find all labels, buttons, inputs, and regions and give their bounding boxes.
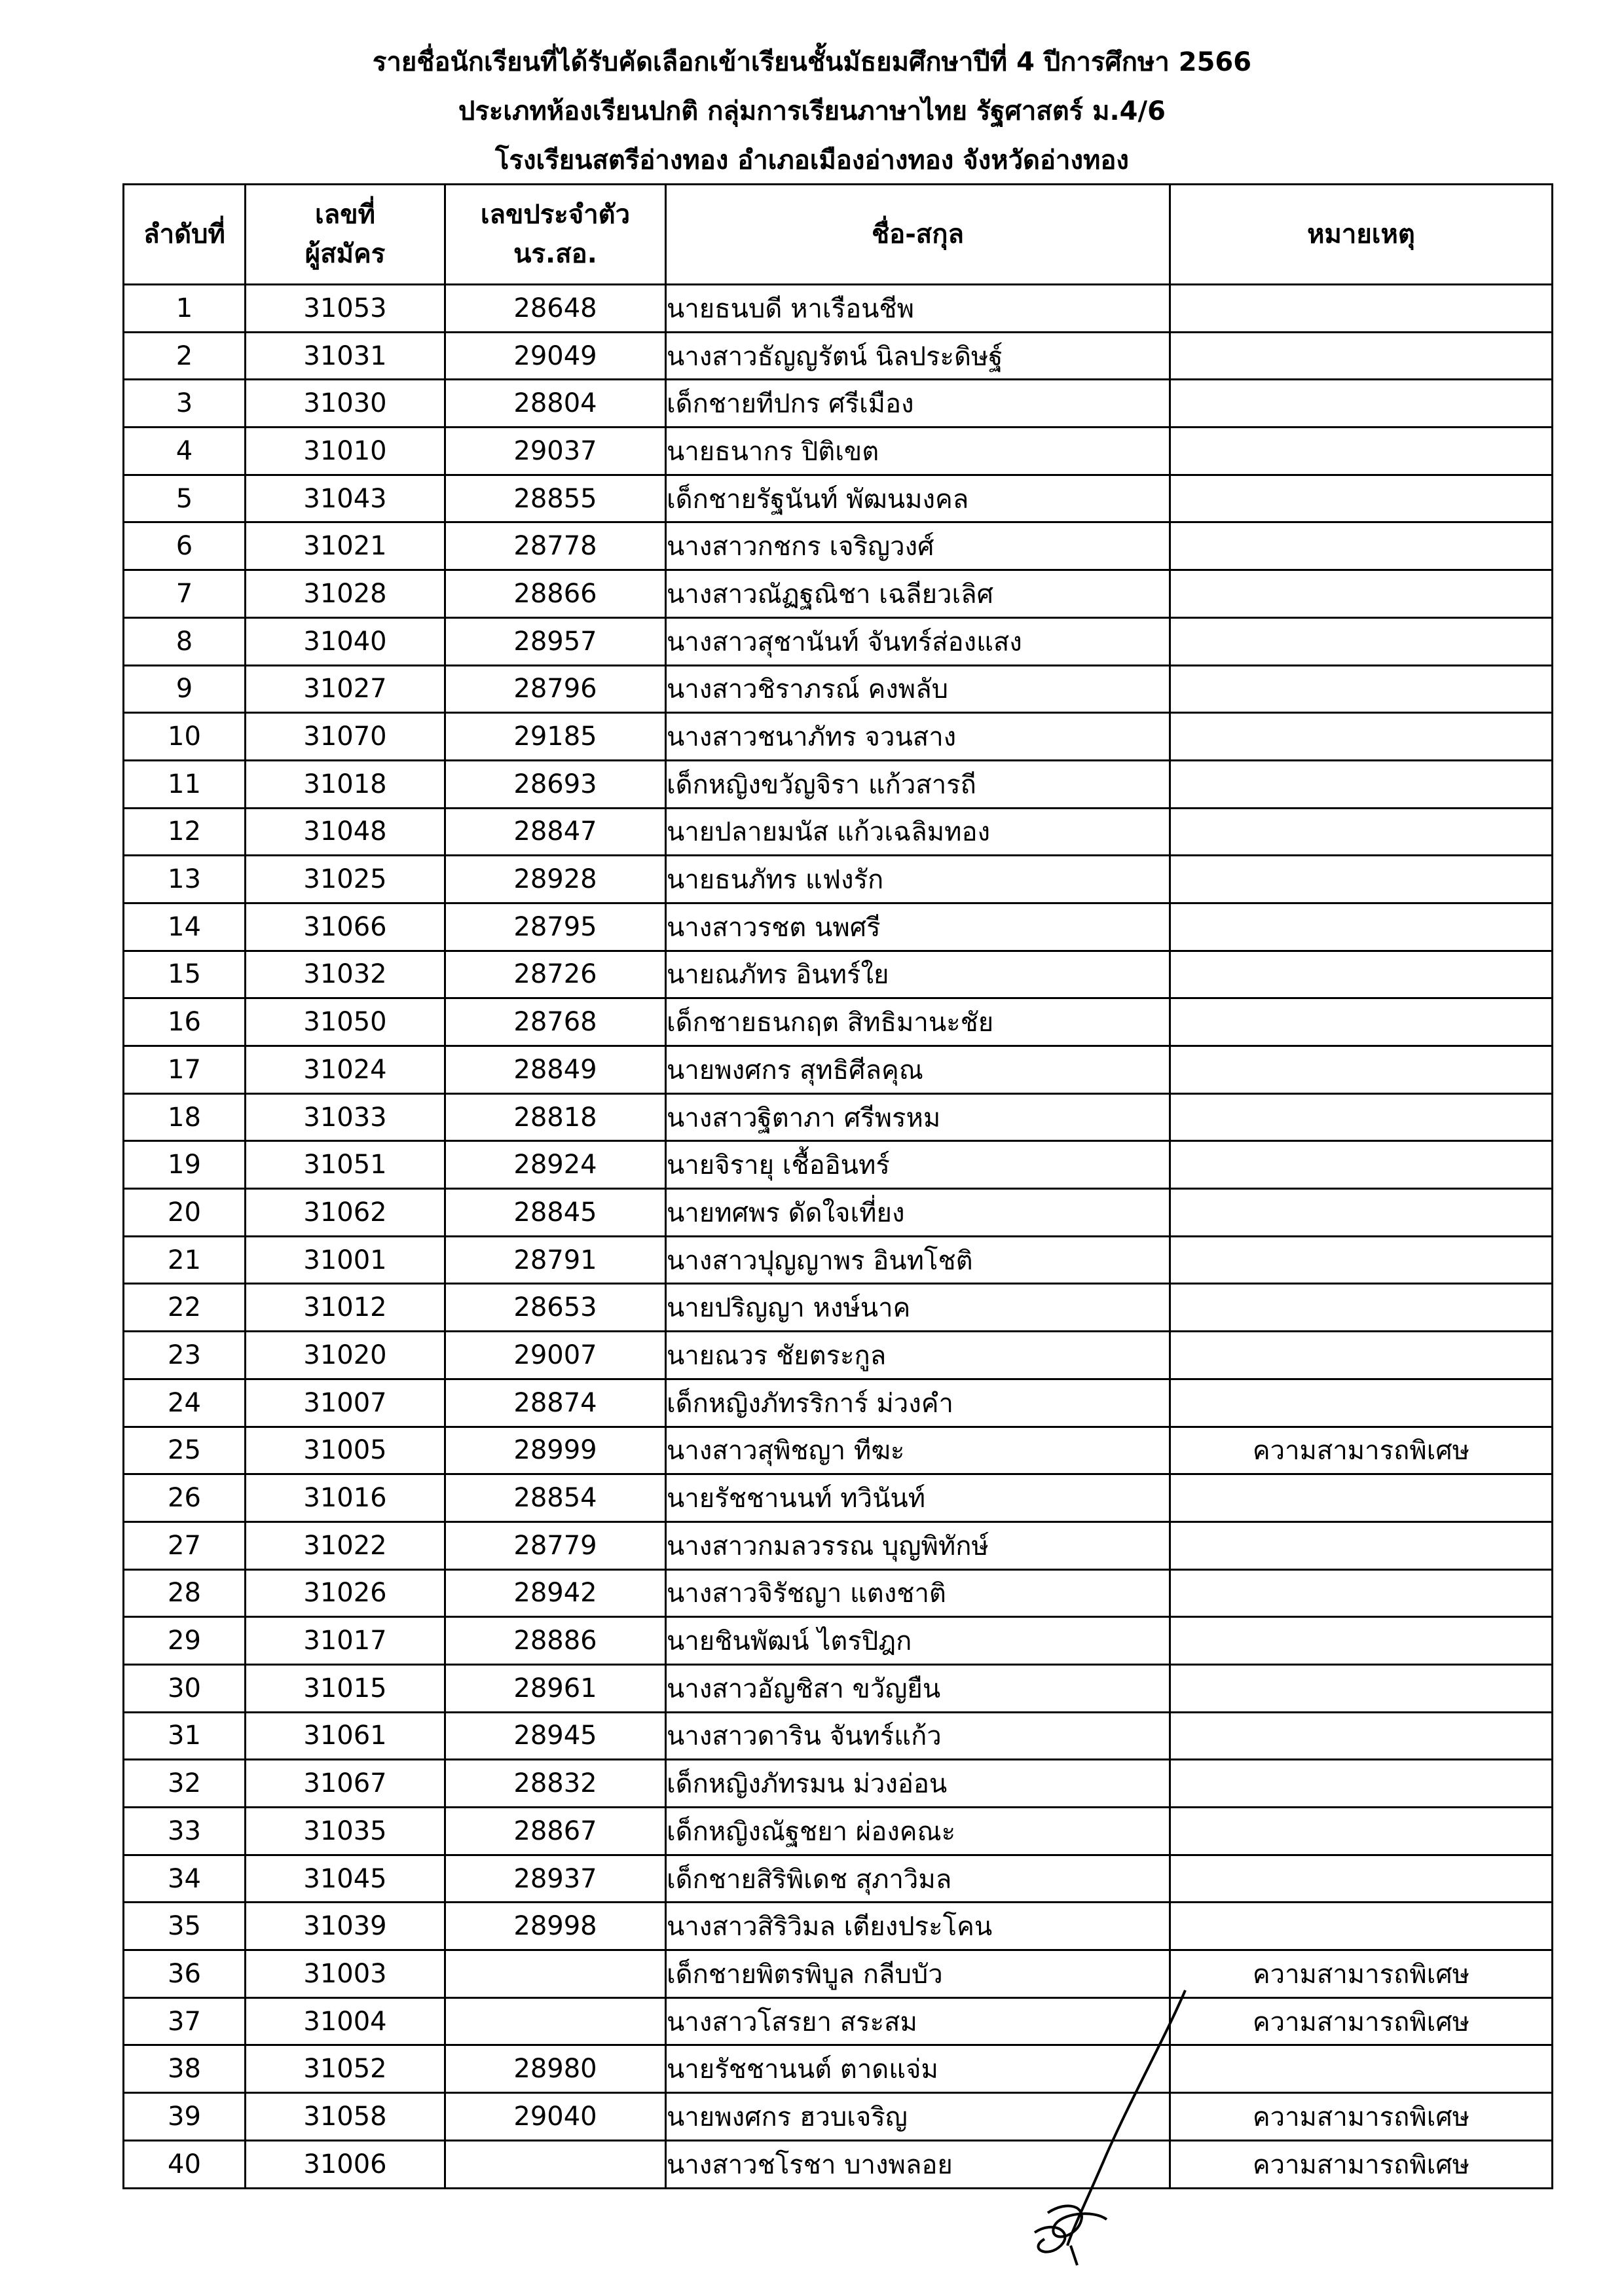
header-remark: หมายเหตุ	[1170, 185, 1553, 285]
row-remark	[1170, 1474, 1553, 1522]
row-full-name: นายทศพร ดัดใจเที่ยง	[666, 1189, 1170, 1237]
row-remark	[1170, 1808, 1553, 1855]
row-applicant-no: 31030	[246, 380, 445, 428]
row-full-name: นางสาวฐิตาภา ศรีพรหม	[666, 1093, 1170, 1141]
row-order-no: 30	[124, 1664, 246, 1712]
row-student-id: 28768	[445, 998, 666, 1046]
row-remark	[1170, 380, 1553, 428]
row-full-name: นางสาวสุพิชญา ทีฆะ	[666, 1427, 1170, 1474]
row-student-id: 28849	[445, 1046, 666, 1094]
row-remark	[1170, 998, 1553, 1046]
row-full-name: นางสาวดาริน จันทร์แก้ว	[666, 1712, 1170, 1760]
row-student-id	[445, 2140, 666, 2188]
row-applicant-no: 31010	[246, 428, 445, 475]
row-applicant-no: 31018	[246, 760, 445, 808]
row-order-no: 20	[124, 1189, 246, 1237]
row-full-name: เด็กชายรัฐนันท์ พัฒนมงคล	[666, 475, 1170, 522]
row-order-no: 9	[124, 665, 246, 713]
row-order-no: 31	[124, 1712, 246, 1760]
row-remark: ความสามารถพิเศษ	[1170, 2140, 1553, 2188]
row-order-no: 7	[124, 570, 246, 618]
header-student-id-line2: นร.สอ.	[513, 239, 597, 269]
row-full-name: นางสาวโสรยา สระสม	[666, 1997, 1170, 2045]
row-order-no: 25	[124, 1427, 246, 1474]
row-applicant-no: 31043	[246, 475, 445, 522]
row-full-name: นางสาวรชต นพศรี	[666, 903, 1170, 951]
row-applicant-no: 31052	[246, 2045, 445, 2093]
document-header	[0, 38, 1624, 185]
table-row	[124, 2045, 1553, 2093]
table-row	[124, 475, 1553, 522]
row-student-id: 28796	[445, 665, 666, 713]
row-applicant-no: 31031	[246, 332, 445, 380]
header-title: รายชื่อนักเรียนที่ได้รับคัดเลือกเข้าเรียนชั้นมัธยมศึกษาปีที่ 4 ปีการศึกษา 2566	[372, 47, 1252, 77]
row-order-no: 23	[124, 1332, 246, 1379]
row-remark	[1170, 1236, 1553, 1284]
row-remark	[1170, 1664, 1553, 1712]
row-full-name: นางสาวกชกร เจริญวงศ์	[666, 522, 1170, 570]
row-full-name: นางสาวธัญญรัตน์ นิลประดิษฐ์	[666, 332, 1170, 380]
row-remark	[1170, 475, 1553, 522]
table-row	[124, 2093, 1553, 2141]
table-row	[124, 1903, 1553, 1950]
table-row	[124, 713, 1553, 761]
table-row	[124, 1855, 1553, 1903]
table-row	[124, 951, 1553, 998]
row-applicant-no: 31050	[246, 998, 445, 1046]
table-row	[124, 1284, 1553, 1332]
row-remark	[1170, 570, 1553, 618]
row-remark: ความสามารถพิเศษ	[1170, 1997, 1553, 2045]
table-row	[124, 1427, 1553, 1474]
row-student-id: 28866	[445, 570, 666, 618]
row-order-no: 27	[124, 1522, 246, 1569]
row-remark	[1170, 1903, 1553, 1950]
row-remark	[1170, 1093, 1553, 1141]
table-row	[124, 1093, 1553, 1141]
header-full-name: ชื่อ-สกุล	[666, 185, 1170, 285]
row-student-id: 28937	[445, 1855, 666, 1903]
table-row	[124, 522, 1553, 570]
row-full-name: นางสาวจิรัชญา แตงชาติ	[666, 1569, 1170, 1617]
row-applicant-no: 31005	[246, 1427, 445, 1474]
row-order-no: 24	[124, 1379, 246, 1427]
handwritten-signature	[1008, 1984, 1205, 2272]
row-applicant-no: 31001	[246, 1236, 445, 1284]
row-student-id: 28648	[445, 285, 666, 333]
row-order-no: 38	[124, 2045, 246, 2093]
row-order-no: 26	[124, 1474, 246, 1522]
row-order-no: 35	[124, 1903, 246, 1950]
row-applicant-no: 31003	[246, 1950, 445, 1998]
row-full-name: นายชินพัฒน์ ไตรปิฎก	[666, 1617, 1170, 1665]
header-applicant-line1: เลขที่	[315, 200, 375, 230]
row-full-name: เด็กหญิงขวัญจิรา แก้วสารถี	[666, 760, 1170, 808]
row-student-id: 28886	[445, 1617, 666, 1665]
row-student-id: 28832	[445, 1760, 666, 1808]
row-applicant-no: 31027	[246, 665, 445, 713]
header-applicant-line2: ผู้สมัคร	[304, 239, 386, 269]
row-remark	[1170, 760, 1553, 808]
row-applicant-no: 31020	[246, 1332, 445, 1379]
row-student-id: 28928	[445, 856, 666, 903]
row-applicant-no: 31016	[246, 1474, 445, 1522]
row-student-id: 28874	[445, 1379, 666, 1427]
row-order-no: 2	[124, 332, 246, 380]
row-order-no: 4	[124, 428, 246, 475]
table-row	[124, 570, 1553, 618]
table-body	[124, 285, 1553, 2189]
row-student-id: 29007	[445, 1332, 666, 1379]
table-row	[124, 1522, 1553, 1569]
row-applicant-no: 31015	[246, 1664, 445, 1712]
row-applicant-no: 31021	[246, 522, 445, 570]
row-remark	[1170, 856, 1553, 903]
row-order-no: 32	[124, 1760, 246, 1808]
table-row	[124, 1379, 1553, 1427]
row-student-id: 28867	[445, 1808, 666, 1855]
table-row	[124, 1141, 1553, 1189]
table-row	[124, 1474, 1553, 1522]
table-row	[124, 1712, 1553, 1760]
row-order-no: 28	[124, 1569, 246, 1617]
row-remark	[1170, 713, 1553, 761]
row-order-no: 13	[124, 856, 246, 903]
table-row	[124, 1046, 1553, 1094]
row-student-id: 28653	[445, 1284, 666, 1332]
row-full-name: นางสาวปุญญาพร อินทโชติ	[666, 1236, 1170, 1284]
row-full-name: เด็กหญิงภัทรริการ์ ม่วงคำ	[666, 1379, 1170, 1427]
row-student-id: 28998	[445, 1903, 666, 1950]
row-full-name: นายจิรายุ เชื้ออินทร์	[666, 1141, 1170, 1189]
row-student-id: 28980	[445, 2045, 666, 2093]
row-full-name: นางสาวณัฏฐณิชา เฉลียวเลิศ	[666, 570, 1170, 618]
row-full-name: นางสาวชโรชา บางพลอย	[666, 2140, 1170, 2188]
row-student-id: 28999	[445, 1427, 666, 1474]
row-applicant-no: 31007	[246, 1379, 445, 1427]
row-full-name: นายธนภัทร แฟงรัก	[666, 856, 1170, 903]
table-row	[124, 380, 1553, 428]
table-row	[124, 1332, 1553, 1379]
row-remark	[1170, 1522, 1553, 1569]
row-order-no: 22	[124, 1284, 246, 1332]
row-remark	[1170, 903, 1553, 951]
row-student-id: 28795	[445, 903, 666, 951]
row-full-name: เด็กชายพิตรพิบูล กลีบบัว	[666, 1950, 1170, 1998]
row-full-name: นายปลายมนัส แก้วเฉลิมทอง	[666, 808, 1170, 856]
row-applicant-no: 31026	[246, 1569, 445, 1617]
table-row	[124, 808, 1553, 856]
row-student-id: 28854	[445, 1474, 666, 1522]
table-row	[124, 617, 1553, 665]
row-applicant-no: 31025	[246, 856, 445, 903]
row-applicant-no: 31017	[246, 1617, 445, 1665]
row-remark	[1170, 522, 1553, 570]
row-full-name: นายรัชชานนต์ ตาดแจ่ม	[666, 2045, 1170, 2093]
table-row	[124, 998, 1553, 1046]
table-row	[124, 760, 1553, 808]
header-applicant-no	[246, 185, 445, 285]
row-order-no: 34	[124, 1855, 246, 1903]
row-full-name: นายปริญญา หงษ์นาค	[666, 1284, 1170, 1332]
row-student-id: 28855	[445, 475, 666, 522]
row-applicant-no: 31062	[246, 1189, 445, 1237]
row-full-name: นายรัชชานนท์ ทวินันท์	[666, 1474, 1170, 1522]
row-full-name: เด็กชายธนกฤต สิทธิมานะชัย	[666, 998, 1170, 1046]
row-order-no: 19	[124, 1141, 246, 1189]
row-applicant-no: 31006	[246, 2140, 445, 2188]
row-remark: ความสามารถพิเศษ	[1170, 1950, 1553, 1998]
row-applicant-no: 31061	[246, 1712, 445, 1760]
row-order-no: 36	[124, 1950, 246, 1998]
row-order-no: 1	[124, 285, 246, 333]
row-student-id: 28778	[445, 522, 666, 570]
row-order-no: 12	[124, 808, 246, 856]
row-student-id: 28847	[445, 808, 666, 856]
row-student-id	[445, 1997, 666, 2045]
row-full-name: นางสาวชิราภรณ์ คงพลับ	[666, 665, 1170, 713]
header-class-type: ประเภทห้องเรียนปกติ กลุ่มการเรียนภาษาไทย รัฐศาสตร์ ม.4/6	[458, 96, 1166, 126]
row-remark	[1170, 1760, 1553, 1808]
row-student-id: 28845	[445, 1189, 666, 1237]
row-applicant-no: 31045	[246, 1855, 445, 1903]
row-full-name: เด็กหญิงภัทรมน ม่วงอ่อน	[666, 1760, 1170, 1808]
row-remark	[1170, 285, 1553, 333]
row-order-no: 15	[124, 951, 246, 998]
row-remark: ความสามารถพิเศษ	[1170, 1427, 1553, 1474]
row-full-name: เด็กหญิงณัฐชยา ผ่องคณะ	[666, 1808, 1170, 1855]
table-row	[124, 1664, 1553, 1712]
row-applicant-no: 31053	[246, 285, 445, 333]
row-order-no: 6	[124, 522, 246, 570]
header-order-no: ลำดับที่	[124, 185, 246, 285]
row-remark	[1170, 1569, 1553, 1617]
row-remark	[1170, 1617, 1553, 1665]
table-row	[124, 2140, 1553, 2188]
row-applicant-no: 31028	[246, 570, 445, 618]
row-remark	[1170, 1712, 1553, 1760]
header-student-id-line1: เลขประจำตัว	[480, 200, 631, 230]
row-order-no: 5	[124, 475, 246, 522]
row-student-id: 28942	[445, 1569, 666, 1617]
row-remark	[1170, 1332, 1553, 1379]
header-school: โรงเรียนสตรีอ่างทอง อำเภอเมืองอ่างทอง จังหวัดอ่างทอง	[495, 145, 1129, 175]
row-student-id: 28818	[445, 1093, 666, 1141]
row-student-id: 28945	[445, 1712, 666, 1760]
row-remark	[1170, 665, 1553, 713]
table-row	[124, 1617, 1553, 1665]
row-student-id: 28726	[445, 951, 666, 998]
table-row	[124, 903, 1553, 951]
row-applicant-no: 31070	[246, 713, 445, 761]
row-student-id: 28961	[445, 1664, 666, 1712]
row-remark	[1170, 428, 1553, 475]
table-row	[124, 1997, 1553, 2045]
row-order-no: 40	[124, 2140, 246, 2188]
row-applicant-no: 31035	[246, 1808, 445, 1855]
row-order-no: 16	[124, 998, 246, 1046]
table-row	[124, 665, 1553, 713]
row-applicant-no: 31022	[246, 1522, 445, 1569]
table-row	[124, 1236, 1553, 1284]
table-row	[124, 1950, 1553, 1998]
row-applicant-no: 31048	[246, 808, 445, 856]
row-order-no: 33	[124, 1808, 246, 1855]
row-applicant-no: 31067	[246, 1760, 445, 1808]
row-full-name: นายธนากร ปิติเขต	[666, 428, 1170, 475]
table-row	[124, 1569, 1553, 1617]
row-applicant-no: 31058	[246, 2093, 445, 2141]
row-order-no: 18	[124, 1093, 246, 1141]
row-order-no: 3	[124, 380, 246, 428]
table-row	[124, 1189, 1553, 1237]
row-student-id: 28779	[445, 1522, 666, 1569]
row-full-name: นางสาวสิริวิมล เตียงประโคน	[666, 1903, 1170, 1950]
row-order-no: 39	[124, 2093, 246, 2141]
table-row	[124, 285, 1553, 333]
row-full-name: นางสาวชนาภัทร จวนสาง	[666, 713, 1170, 761]
row-remark	[1170, 1855, 1553, 1903]
row-applicant-no: 31040	[246, 617, 445, 665]
row-student-id: 29037	[445, 428, 666, 475]
row-full-name: นางสาวอัญชิสา ขวัญยืน	[666, 1664, 1170, 1712]
row-student-id: 29049	[445, 332, 666, 380]
row-remark: ความสามารถพิเศษ	[1170, 2093, 1553, 2141]
row-student-id: 28804	[445, 380, 666, 428]
table-row	[124, 332, 1553, 380]
row-student-id: 28957	[445, 617, 666, 665]
row-full-name: นายพงศกร สุทธิศีลคุณ	[666, 1046, 1170, 1094]
row-applicant-no: 31066	[246, 903, 445, 951]
row-remark	[1170, 2045, 1553, 2093]
table-row	[124, 428, 1553, 475]
row-full-name: นายณวร ชัยตระกูล	[666, 1332, 1170, 1379]
row-student-id	[445, 1950, 666, 1998]
row-order-no: 10	[124, 713, 246, 761]
row-remark	[1170, 951, 1553, 998]
row-applicant-no: 31004	[246, 1997, 445, 2045]
table-row	[124, 1808, 1553, 1855]
row-student-id: 29040	[445, 2093, 666, 2141]
row-student-id: 28693	[445, 760, 666, 808]
row-full-name: นายณภัทร อินทร์ใย	[666, 951, 1170, 998]
row-order-no: 37	[124, 1997, 246, 2045]
row-student-id: 28924	[445, 1141, 666, 1189]
row-remark	[1170, 617, 1553, 665]
row-full-name: เด็กชายสิริพิเดช สุภาวิมล	[666, 1855, 1170, 1903]
table-row	[124, 1760, 1553, 1808]
row-applicant-no: 31033	[246, 1093, 445, 1141]
row-applicant-no: 31039	[246, 1903, 445, 1950]
row-remark	[1170, 1046, 1553, 1094]
row-order-no: 8	[124, 617, 246, 665]
table-header-row	[124, 185, 1553, 285]
row-applicant-no: 31024	[246, 1046, 445, 1094]
row-applicant-no: 31012	[246, 1284, 445, 1332]
row-applicant-no: 31032	[246, 951, 445, 998]
row-remark	[1170, 1284, 1553, 1332]
row-order-no: 29	[124, 1617, 246, 1665]
row-full-name: นางสาวกมลวรรณ บุญพิทักษ์	[666, 1522, 1170, 1569]
row-remark	[1170, 1189, 1553, 1237]
student-roster-table	[122, 183, 1553, 2189]
row-full-name: เด็กชายทีปกร ศรีเมือง	[666, 380, 1170, 428]
row-full-name: นายพงศกร ฮวบเจริญ	[666, 2093, 1170, 2141]
row-remark	[1170, 332, 1553, 380]
row-remark	[1170, 1141, 1553, 1189]
row-full-name: นางสาวสุชานันท์ จันทร์ส่องแสง	[666, 617, 1170, 665]
row-student-id: 29185	[445, 713, 666, 761]
row-remark	[1170, 808, 1553, 856]
row-order-no: 11	[124, 760, 246, 808]
row-student-id: 28791	[445, 1236, 666, 1284]
row-order-no: 21	[124, 1236, 246, 1284]
row-full-name: นายธนบดี หาเรือนชีพ	[666, 285, 1170, 333]
row-applicant-no: 31051	[246, 1141, 445, 1189]
row-order-no: 14	[124, 903, 246, 951]
header-student-id	[445, 185, 666, 285]
table-row	[124, 856, 1553, 903]
row-remark	[1170, 1379, 1553, 1427]
row-order-no: 17	[124, 1046, 246, 1094]
